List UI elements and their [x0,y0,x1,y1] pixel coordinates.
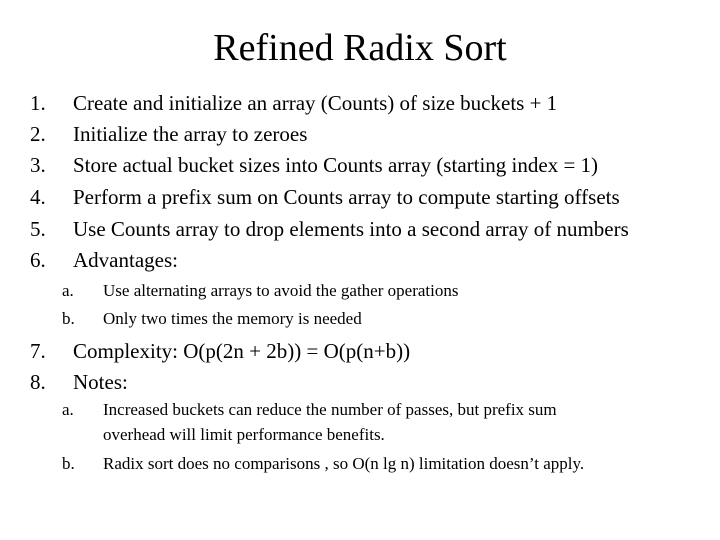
sub-item-text: Only two times the memory is needed [103,309,362,328]
item-number: 4. [30,185,46,209]
item-text: Complexity: O(p(2n + 2b)) = O(p(n+b)) [73,339,411,363]
sub-item-text: Radix sort does no comparisons , so O(n lg n) limitation doesn’t apply. [103,454,585,473]
item-number: 5. [30,217,46,241]
slide-title: Refined Radix Sort [213,27,507,69]
sub-item-text: overhead will limit performance benefits. [103,425,385,444]
item-text: Initialize the array to zeroes [73,122,308,146]
sub-item-letter: b. [62,309,75,328]
sub-item-letter: a. [62,281,74,300]
item-text: Store actual bucket sizes into Counts array (starting index = 1) [73,153,599,177]
item-text: Use Counts array to drop elements into a second array of numbers [73,217,629,241]
item-text: Create and initialize an array (Counts) of size buckets + 1 [73,91,558,115]
sub-item-text: Increased buckets can reduce the number of passes, but prefix sum [103,400,557,419]
item-text: Advantages: [73,248,178,272]
item-text: Notes: [73,370,128,394]
item-number: 1. [30,91,46,115]
item-number: 6. [30,248,46,272]
sub-item-text: Use alternating arrays to avoid the gather operations [103,281,459,300]
sub-item-letter: b. [62,454,75,473]
item-number: 3. [30,153,46,177]
item-number: 2. [30,122,46,146]
item-text: Perform a prefix sum on Counts array to compute starting offsets [73,185,620,209]
item-number: 7. [30,339,46,363]
sub-item-letter: a. [62,400,74,419]
item-number: 8. [30,370,46,394]
